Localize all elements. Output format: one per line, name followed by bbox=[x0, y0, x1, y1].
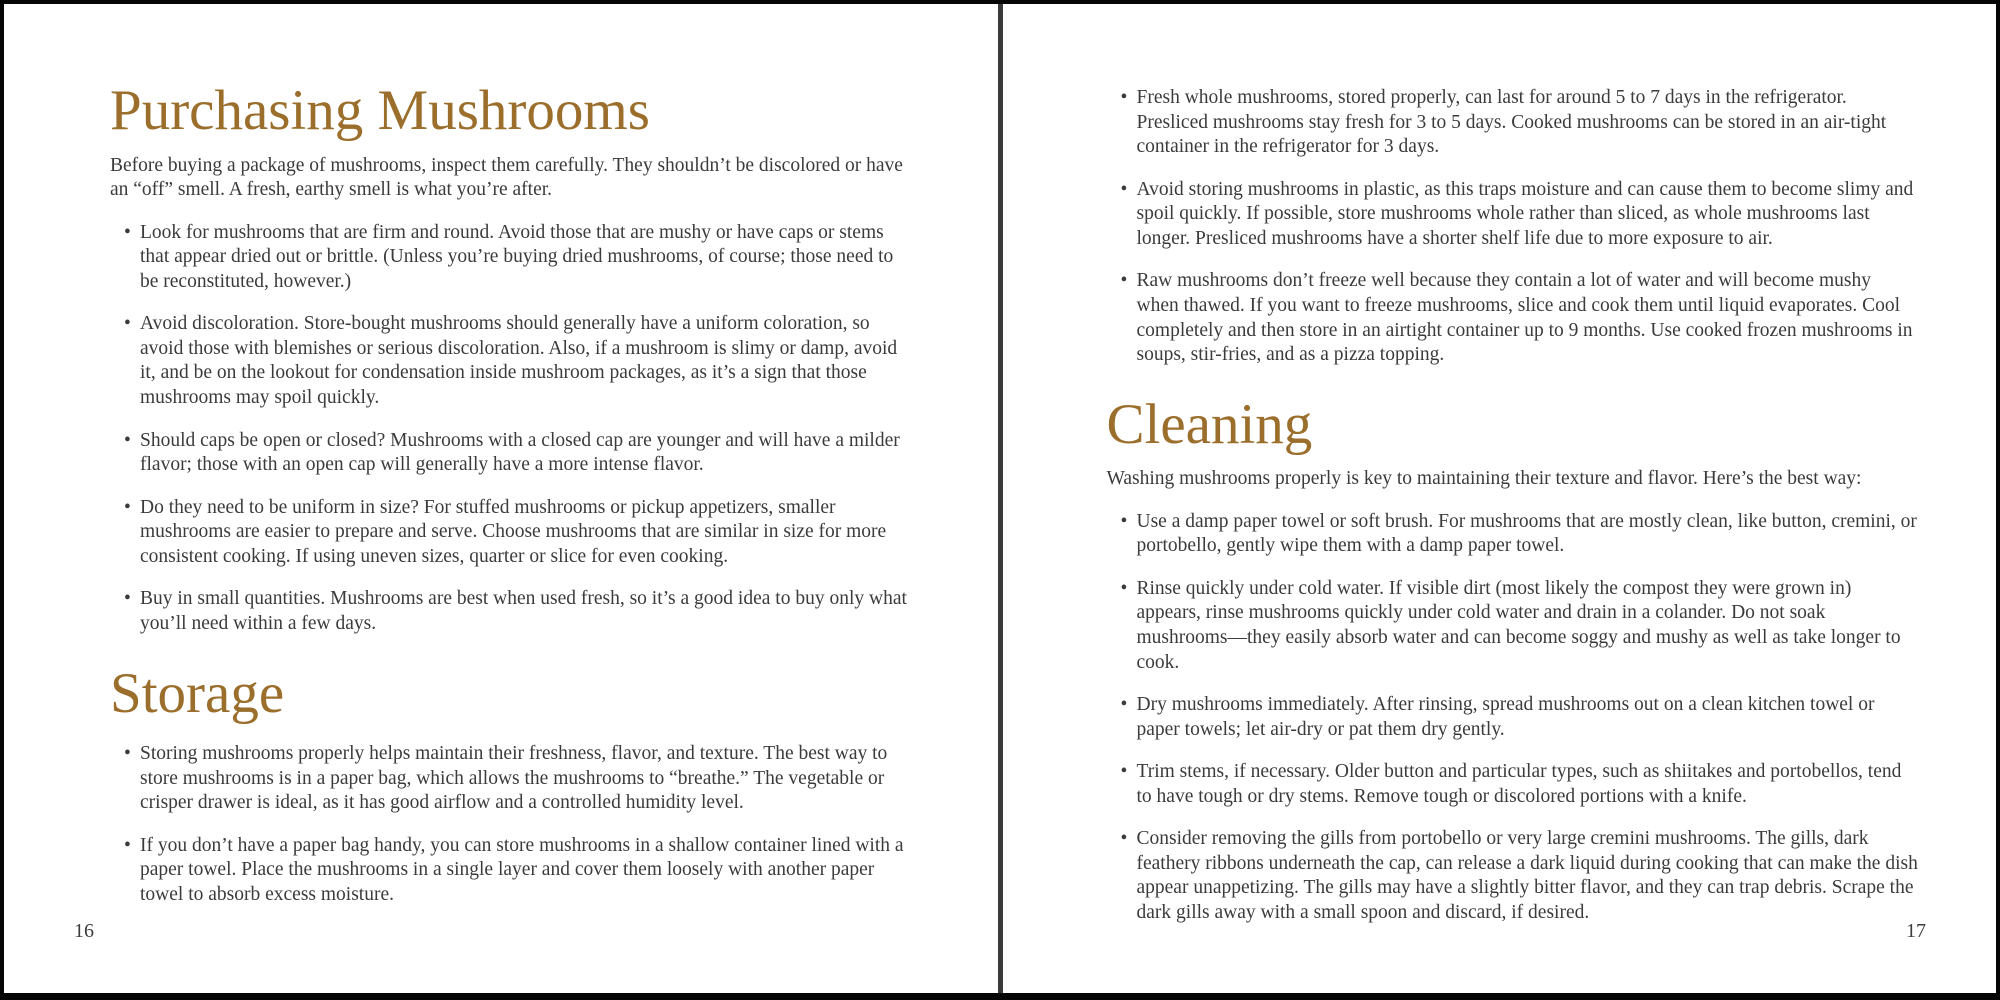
list-item: • If you don’t have a paper bag handy, you can store mushrooms in a shallow container lined with a paper towel. Place the mushrooms in a single layer and cover them loosely with another paper towel to absorb excess moisture. bbox=[110, 834, 908, 908]
list-item: • Avoid discoloration. Store-bought mushrooms should generally have a uniform coloration, so avoid those with blemishes or serious discoloration. Also, if a mushroom is slimy or damp, avoid it, and be on the lookout for condensation inside mushroom packages, as it’s a sign that those mushrooms may spoil quickly. bbox=[110, 312, 908, 410]
list-item: • Avoid storing mushrooms in plastic, as this traps moisture and can cause them to become slimy and spoil quickly. If possible, store mushrooms whole rather than sliced, as whole mushrooms last longer. Presliced mushrooms have a shorter shelf life due to more exposure to air. bbox=[1107, 178, 1919, 252]
page-number-right: 17 bbox=[1906, 920, 1926, 942]
storage-bullet-list bbox=[110, 742, 908, 907]
list-item: • Buy in small quantities. Mushrooms are best when used fresh, so it’s a good idea to buy only what you’ll need within a few days. bbox=[110, 587, 908, 636]
list-item: • Fresh whole mushrooms, stored properly, can last for around 5 to 7 days in the refrigerator. Presliced mushrooms stay fresh for 3 to 5 days. Cooked mushrooms can be stored in an air-tight container in the refrigerator for 3 days. bbox=[1107, 86, 1919, 160]
list-item: • Rinse quickly under cold water. If visible dirt (most likely the compost they were grown in) appears, rinse mushrooms quickly under cold water and drain in a colander. Do not soak mushrooms—they easily absorb water and can become soggy and mushy as well as take longer to cook. bbox=[1107, 577, 1919, 675]
list-item: • Dry mushrooms immediately. After rinsing, spread mushrooms out on a clean kitchen towel or paper towels; let air-dry or pat them dry gently. bbox=[1107, 693, 1919, 742]
list-item: • Storing mushrooms properly helps maintain their freshness, flavor, and texture. The best way to store mushrooms is in a paper bag, which allows the mushrooms to “breathe.” The vegetable or crisper drawer is ideal, as it has good airflow and a controlled humidity level. bbox=[110, 742, 908, 816]
storage-heading: Storage bbox=[110, 661, 285, 725]
list-item: • Trim stems, if necessary. Older button and particular types, such as shiitakes and portobellos, tend to have tough or dry stems. Remove tough or discolored portions with a knife. bbox=[1107, 760, 1919, 809]
purchasing-heading: Purchasing Mushrooms bbox=[110, 79, 650, 142]
page-17 bbox=[1003, 4, 1997, 993]
list-item: • Consider removing the gills from portobello or very large cremini mushrooms. The gills, dark feathery ribbons underneath the cap, can release a dark liquid during cooking that can make the dish appear unappetizing. The gills may have a slightly bitter flavor, and they can trap debris. Scrape the dark gills away with a small spoon and discard, if desired. bbox=[1107, 827, 1919, 925]
page-16 bbox=[4, 4, 998, 993]
list-item: • Use a damp paper towel or soft brush. For mushrooms that are mostly clean, like button, cremini, or portobello, gently wipe them with a damp paper towel. bbox=[1107, 510, 1919, 559]
page-17-content bbox=[1003, 4, 1997, 926]
page-16-content bbox=[4, 4, 998, 907]
page-number-left: 16 bbox=[74, 920, 94, 942]
cleaning-intro: Washing mushrooms properly is key to maintaining their texture and flavor. Here’s the best way: bbox=[1106, 468, 1862, 490]
list-item: • Look for mushrooms that are firm and round. Avoid those that are mushy or have caps or stems that appear dried out or brittle. (Unless you’re buying dried mushrooms, of course; those need to be reconstituted, however.) bbox=[110, 221, 908, 295]
purchasing-bullet-list bbox=[110, 221, 908, 637]
purchasing-intro: Before buying a package of mushrooms, inspect them carefully. They shouldn’t be discolored or have an “off” smell. A fresh, earthy smell is what you’re after. bbox=[110, 154, 903, 201]
list-item: • Should caps be open or closed? Mushrooms with a closed cap are younger and will have a milder flavor; those with an open cap will generally have a more intense flavor. bbox=[110, 429, 908, 478]
list-item: • Do they need to be uniform in size? For stuffed mushrooms or pickup appetizers, smaller mushrooms are easier to prepare and serve. Choose mushrooms that are similar in size for more consistent cooking. If using uneven sizes, quarter or slice for even cooking. bbox=[110, 496, 908, 570]
storage-continued-bullet-list bbox=[1107, 86, 1919, 368]
list-item: • Raw mushrooms don’t freeze well because they contain a lot of water and will become mushy when thawed. If you want to freeze mushrooms, slice and cook them until liquid evaporates. Cool completely and then store in an airtight container up to 9 months. Use cooked frozen mushrooms in soups, stir-fries, and as a pizza topping. bbox=[1107, 269, 1919, 367]
cleaning-heading: Cleaning bbox=[1106, 392, 1313, 456]
cleaning-bullet-list bbox=[1107, 510, 1919, 926]
